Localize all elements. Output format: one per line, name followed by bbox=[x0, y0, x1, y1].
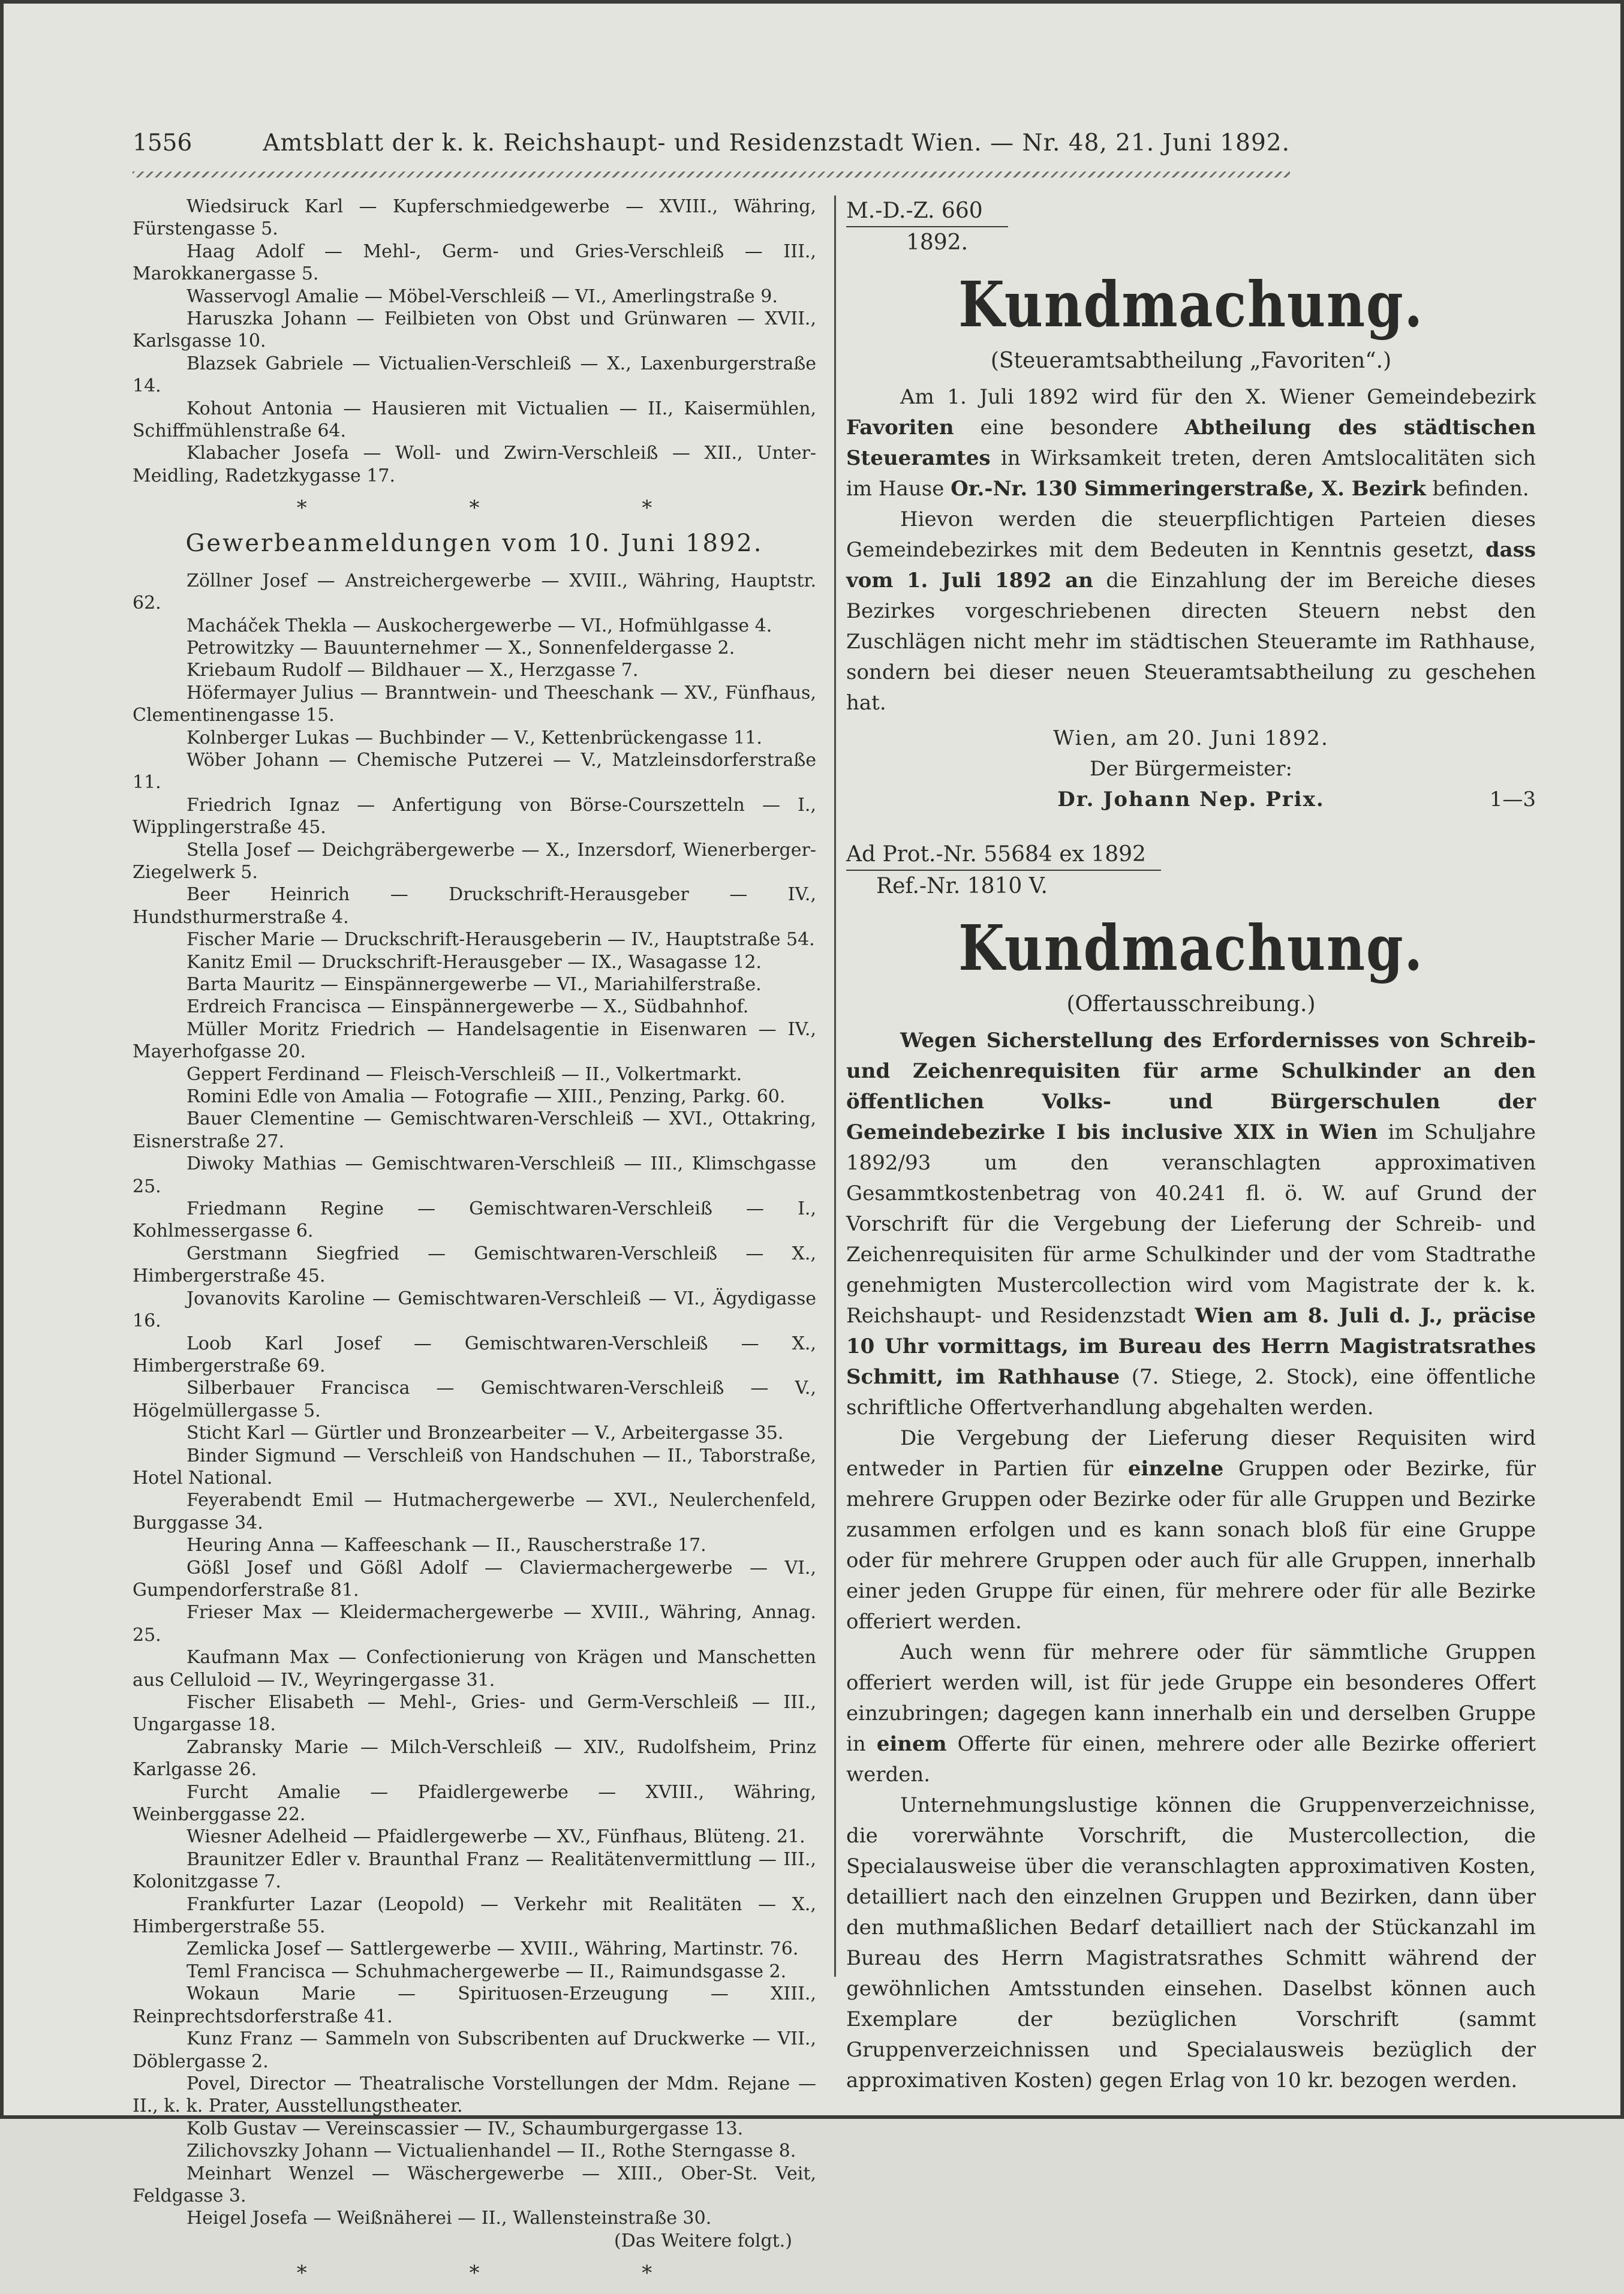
list-item: Kolb Gustav — Vereinscassier — IV., Schaumburgergasse 13. bbox=[187, 2118, 744, 2139]
list-item: Loob Karl Josef — Gemischtwaren-Verschleiß — X., Himbergerstraße 69. bbox=[133, 1333, 816, 1376]
signature-line bbox=[846, 784, 1536, 815]
notice-paragraph bbox=[846, 504, 1536, 718]
emphasis: Or.-Nr. 130 Simmeringerstraße, X. Bezirk bbox=[951, 477, 1426, 501]
list-item: Zilichovszky Johann — Victualienhandel — II., Rothe Sterngasse 8. bbox=[187, 2140, 796, 2162]
list-item: Kanitz Emil — Druckschrift-Herausgeber — IX., Wasagasse 12. bbox=[187, 951, 762, 973]
list-item: Müller Moritz Friedrich — Handelsagentie in Eisenwaren — IV., Mayerhofgasse 20. bbox=[133, 1018, 816, 1063]
signatory-name: Dr. Johann Nep. Prix. bbox=[1057, 787, 1325, 811]
list-item: Frieser Max — Kleidermachergewerbe — XVIII., Währing, Annag. 25. bbox=[133, 1602, 816, 1646]
notice-steueramt bbox=[846, 196, 1536, 815]
list-item: Haag Adolf — Mehl-, Germ- und Gries-Verschleiß — III., Marokkanergasse 5. bbox=[133, 240, 816, 285]
list-item: Friedrich Ignaz — Anfertigung von Börse-Courszetteln — I., Wipplingerstraße 45. bbox=[133, 794, 816, 838]
list-item: Erdreich Francisca — Einspännergewerbe — X., Südbahnhof. bbox=[187, 996, 749, 1018]
list-item: Klabacher Josefa — Woll- und Zwirn-Verschleiß — XII., Unter-Meidling, Radetzkygasse 17. bbox=[133, 443, 816, 486]
notice-paragraph bbox=[846, 1637, 1536, 1790]
emphasis: einem bbox=[876, 1732, 947, 1756]
list-item: Jovanovits Karoline — Gemischtwaren-Verschleiß — VI., Ägydigasse 16. bbox=[133, 1288, 816, 1332]
list-item: Friedmann Regine — Gemischtwaren-Verschleiß — I., Kohlmessergasse 6. bbox=[133, 1198, 816, 1242]
list-item: Zabransky Marie — Milch-Verschleiß — XIV., Rudolfsheim, Prinz Karlgasse 26. bbox=[133, 1736, 816, 1781]
list-item: Romini Edle von Amalia — Fotografie — XIII., Penzing, Parkg. 60. bbox=[187, 1086, 786, 1108]
list-item: Furcht Amalie — Pfaidlergewerbe — XVIII., Währing, Weinberggasse 22. bbox=[133, 1781, 816, 1826]
list-item: Frankfurter Lazar (Leopold) — Verkehr mit Realitäten — X., Himbergerstraße 55. bbox=[133, 1893, 816, 1938]
text: in Wirksamkeit treten, deren Amtslocalitäten sich im Hause bbox=[846, 446, 1536, 501]
reference-year: 1892. bbox=[906, 230, 969, 255]
list-item: Sticht Karl — Gürtler und Bronzearbeiter — V., Arbeitergasse 35. bbox=[187, 1423, 784, 1444]
text: Hievon werden die steuerpflichtigen Parteien dieses Gemeindebezirkes mit dem Bedeuten in Kenntnis gesetzt, bbox=[846, 507, 1536, 562]
list-item: Barta Mauritz — Einspännergewerbe — VI., Mariahilferstraße. bbox=[187, 974, 762, 995]
list-item: Kriebaum Rudolf — Bildhauer — X., Herzgasse 7. bbox=[187, 660, 639, 681]
list-item: Macháček Thekla — Auskochergewerbe — VI., Hofmühlgasse 4. bbox=[187, 615, 772, 636]
list-item: Kaufmann Max — Confectionierung von Krägen und Manschetten aus Celluloid — IV., Weyringergasse 31. bbox=[133, 1647, 816, 1691]
continued-note: (Das Weitere folgt.) bbox=[613, 2230, 792, 2251]
list-item: Geppert Ferdinand — Fleisch-Verschleiß — II., Volkertmarkt. bbox=[187, 1063, 742, 1085]
list-item: Wöber Johann — Chemische Putzerei — V., Matzleinsdorferstraße 11. bbox=[133, 749, 816, 793]
list-item: Heigel Josefa — Weißnäherei — II., Wallensteinstraße 30. bbox=[187, 2208, 712, 2229]
page-header bbox=[133, 130, 1290, 166]
list-item: Fischer Marie — Druckschrift-Herausgeberin — IV., Hauptstraße 54. bbox=[187, 929, 815, 951]
emphasis: Wien am 8. Juli d. J., präcise 10 Uhr vormittags, im Bureau des Herrn Magistratsrathes Schmitt, im Rathhause bbox=[846, 1304, 1536, 1389]
list-item: Kolnberger Lukas — Buchbinder — V., Kettenbrückengasse 11. bbox=[187, 727, 762, 748]
emphasis: Wegen Sicherstellung des Erfordernisses von Schreib- und Zeichenrequisiten für arme Schulkinder an den öffentlichen Volks- und Bürgerschulen der Gemeindebezirke I bis inclusive XIX in Wien bbox=[846, 1029, 1536, 1144]
masthead-title: Amtsblatt der k. k. Reichshaupt- und Residenzstadt Wien. — Nr. 48, 21. Juni 1892. bbox=[263, 130, 1290, 157]
text: befinden. bbox=[1425, 477, 1529, 501]
list-item: Heuring Anna — Kaffeeschank — II., Rauscherstraße 17. bbox=[187, 1535, 706, 1556]
notice-subtitle: (Offertausschreibung.) bbox=[1066, 992, 1316, 1017]
list-item: Teml Francisca — Schuhmachergewerbe — II., Raimundsgasse 2. bbox=[187, 1961, 787, 1982]
text: die Einzahlung der im Bereiche dieses Bezirkes vorgeschriebenen directen Steuern nebst den Zuschlägen nicht mehr im städtischen Steueramte im Rathhause, sondern bei dieser neuen Steueramtsabtheilung zu geschehen hat. bbox=[846, 569, 1536, 715]
list-item: Wiesner Adelheid — Pfaidlergewerbe — XV., Fünfhaus, Blüteng. 21. bbox=[187, 1826, 805, 1848]
list-item: Povel, Director — Theatralische Vorstellungen der Mdm. Rejane — II., k. k. Prater, Ausstellungstheater. bbox=[133, 2073, 816, 2117]
text: Gruppen oder Bezirke, für mehrere Gruppen oder Bezirke oder für alle Gruppen und Bezirke zusammen erfolgen und es kann sonach bloß für eine Gruppe oder für mehrere Gruppen oder auch für alle Gruppen, innerhalb einer jeden Gruppe für einen, für mehrere oder für alle Bezirke offeriert werden. bbox=[846, 1457, 1536, 1634]
notice-subtitle: (Steueramtsabtheilung „Favoriten“.) bbox=[990, 348, 1392, 373]
notice-paragraph bbox=[846, 382, 1536, 504]
notice-title: Kundmachung. bbox=[958, 911, 1424, 985]
reference-number: Ad Prot.-Nr. 55684 ex 1892 bbox=[846, 842, 1146, 867]
section-stars: * * * bbox=[296, 496, 730, 521]
list-item: Höfermayer Julius — Branntwein- und Theeschank — XV., Fünfhaus, Clementinengasse 15. bbox=[133, 682, 816, 726]
notice-title: Kundmachung. bbox=[958, 267, 1424, 341]
trade-registrations-list bbox=[133, 570, 816, 2230]
list-item: Petrowitzky — Bauunternehmer — X., Sonnenfeldergasse 2. bbox=[187, 637, 735, 659]
notice-paragraph bbox=[846, 1423, 1536, 1637]
notice-paragraph bbox=[846, 1026, 1536, 1423]
list-item: Beer Heinrich — Druckschrift-Herausgeber — IV., Hundsthurmerstraße 4. bbox=[133, 884, 816, 928]
text: (7. Stiege, 2. Stock), eine öffentliche schriftliche Offertverhandlung abgehalten werden. bbox=[846, 1365, 1536, 1420]
notice-offertausschreibung bbox=[846, 839, 1536, 2096]
text: Am 1. Juli 1892 wird für den X. Wiener Gemeindebezirk bbox=[900, 385, 1536, 409]
list-item: Binder Sigmund — Verschleiß von Handschuhen — II., Taborstraße, Hotel National. bbox=[133, 1445, 816, 1489]
list-item: Stella Josef — Deichgräbergewerbe — X., Inzersdorf, Wienerberger-Ziegelwerk 5. bbox=[133, 839, 816, 883]
notice-number: 1—3 bbox=[1489, 787, 1536, 811]
list-item: Wiedsiruck Karl — Kupferschmiedgewerbe — XVIII., Währing, Fürstengasse 5. bbox=[133, 196, 816, 240]
list-item: Blazsek Gabriele — Victualien-Verschleiß — X., Laxenburgerstraße 14. bbox=[133, 353, 816, 397]
list-item: Wasservogl Amalie — Möbel-Verschleiß — VI., Amerlingstraße 9. bbox=[187, 285, 778, 307]
list-item: Feyerabendt Emil — Hutmachergewerbe — XVI., Neulerchenfeld, Burggasse 34. bbox=[133, 1490, 816, 1534]
text: Die Vergebung der Lieferung dieser Requisiten wird entweder in Partien für bbox=[846, 1426, 1536, 1481]
text: eine besondere bbox=[954, 416, 1185, 440]
emphasis: Abtheilung des städtischen Steueramtes bbox=[846, 416, 1536, 470]
reference-number: M.-D.-Z. 660 bbox=[846, 199, 983, 223]
notice-paragraph: Unternehmungslustige können die Gruppenverzeichnisse, die vorerwähnte Vorschrift, die Mustercollection, die Specialausweise über die veranschlagten approximativen Kosten, detailliert nach den einzelnen Gruppen und Bezirken, dann über den muthmaßlichen Bedarf detailliert nach der Stückanzahl im Bureau des Herrn Magistratsrathes Schmitt während der gewöhnlichen Amtsstunden einsehen. Daselbst können auch Exemplare der bezüglichen Vorschrift (sammt Gruppenverzeichnissen und Specialausweis bezüglich der approximativen Kosten) gegen Erlag von 10 kr. bezogen werden. bbox=[846, 1793, 1536, 2092]
text: Offerte für einen, mehrere oder alle Bezirke offeriert werden. bbox=[846, 1732, 1536, 1787]
notice-date: Wien, am 20. Juni 1892. bbox=[1053, 726, 1329, 750]
section-stars-bottom: * * * bbox=[296, 2261, 730, 2286]
list-item: Braunitzer Edler v. Braunthal Franz — Realitätenvermittlung — III., Kolonitzgasse 7. bbox=[133, 1848, 816, 1893]
list-item: Fischer Elisabeth — Mehl-, Gries- und Germ-Verschleiß — III., Ungargasse 18. bbox=[133, 1692, 816, 1736]
section-title: Gewerbeanmeldungen vom 10. Juni 1892. bbox=[185, 530, 763, 558]
list-item: Meinhart Wenzel — Wäschergewerbe — XIII., Ober-St. Veit, Feldgasse 3. bbox=[133, 2163, 816, 2206]
header-divider bbox=[133, 172, 1290, 178]
emphasis: Favoriten bbox=[846, 416, 954, 440]
list-item: Kunz Franz — Sammeln von Subscribenten auf Druckwerke — VII., Döblergasse 2. bbox=[133, 2028, 816, 2072]
list-item: Gerstmann Siegfried — Gemischtwaren-Verschleiß — X., Himbergerstraße 45. bbox=[133, 1243, 816, 1287]
right-column bbox=[846, 196, 1536, 2096]
signatory-role: Der Bürgermeister: bbox=[1090, 757, 1292, 781]
list-item: Kohout Antonia — Hausieren mit Victualien — II., Kaisermühlen, Schiffmühlenstraße 64. bbox=[133, 398, 816, 442]
page-number: 1556 bbox=[133, 130, 193, 157]
list-item: Haruszka Johann — Feilbieten von Obst und Grünwaren — XVII., Karlsgasse 10. bbox=[133, 308, 816, 352]
trade-list-continued bbox=[133, 196, 816, 487]
emphasis: einzelne bbox=[1127, 1457, 1224, 1481]
column-divider bbox=[834, 196, 836, 1977]
text: im Schuljahre 1892/93 um den veranschlagten approximativen Gesammtkostenbetrag von 40.241 fl. ö. W. auf Grund der Vorschrift für die Vergebung der Lieferung der Schreib- und Zeichenrequisiten für arme Schulkinder und der vom Stadtrathe genehmigten Mustercollection wird vom Magistrate der k. k. Reichshaupt- und Residenzstadt bbox=[846, 1120, 1536, 1328]
left-column bbox=[133, 196, 816, 2294]
list-item: Zemlicka Josef — Sattlergewerbe — XVIII., Währing, Martinstr. 76. bbox=[187, 1938, 799, 1960]
list-item: Zöllner Josef — Anstreichergewerbe — XVIII., Währing, Hauptstr. 62. bbox=[133, 570, 816, 614]
list-item: Diwoky Mathias — Gemischtwaren-Verschleiß — III., Klimschgasse 25. bbox=[133, 1153, 816, 1197]
list-item: Bauer Clementine — Gemischtwaren-Verschleiß — XVI., Ottakring, Eisnerstraße 27. bbox=[133, 1108, 816, 1152]
reference-number-2: Ref.-Nr. 1810 V. bbox=[876, 874, 1048, 898]
list-item: Wokaun Marie — Spirituosen-Erzeugung — XIII., Reinprechtsdorferstraße 41. bbox=[133, 1983, 816, 2027]
emphasis: dass vom 1. Juli 1892 an bbox=[846, 538, 1536, 593]
list-item: Silberbauer Francisca — Gemischtwaren-Verschleiß — V., Högelmüllergasse 5. bbox=[133, 1378, 816, 1421]
list-item: Gößl Josef und Gößl Adolf — Claviermachergewerbe — VI., Gumpendorferstraße 81. bbox=[133, 1557, 816, 1601]
text: Auch wenn für mehrere oder für sämmtliche Gruppen offeriert werden will, ist für jede Gruppe ein besonderes Offert einzubringen; dagegen kann innerhalb ein und derselben Gruppe in bbox=[846, 1640, 1536, 1756]
